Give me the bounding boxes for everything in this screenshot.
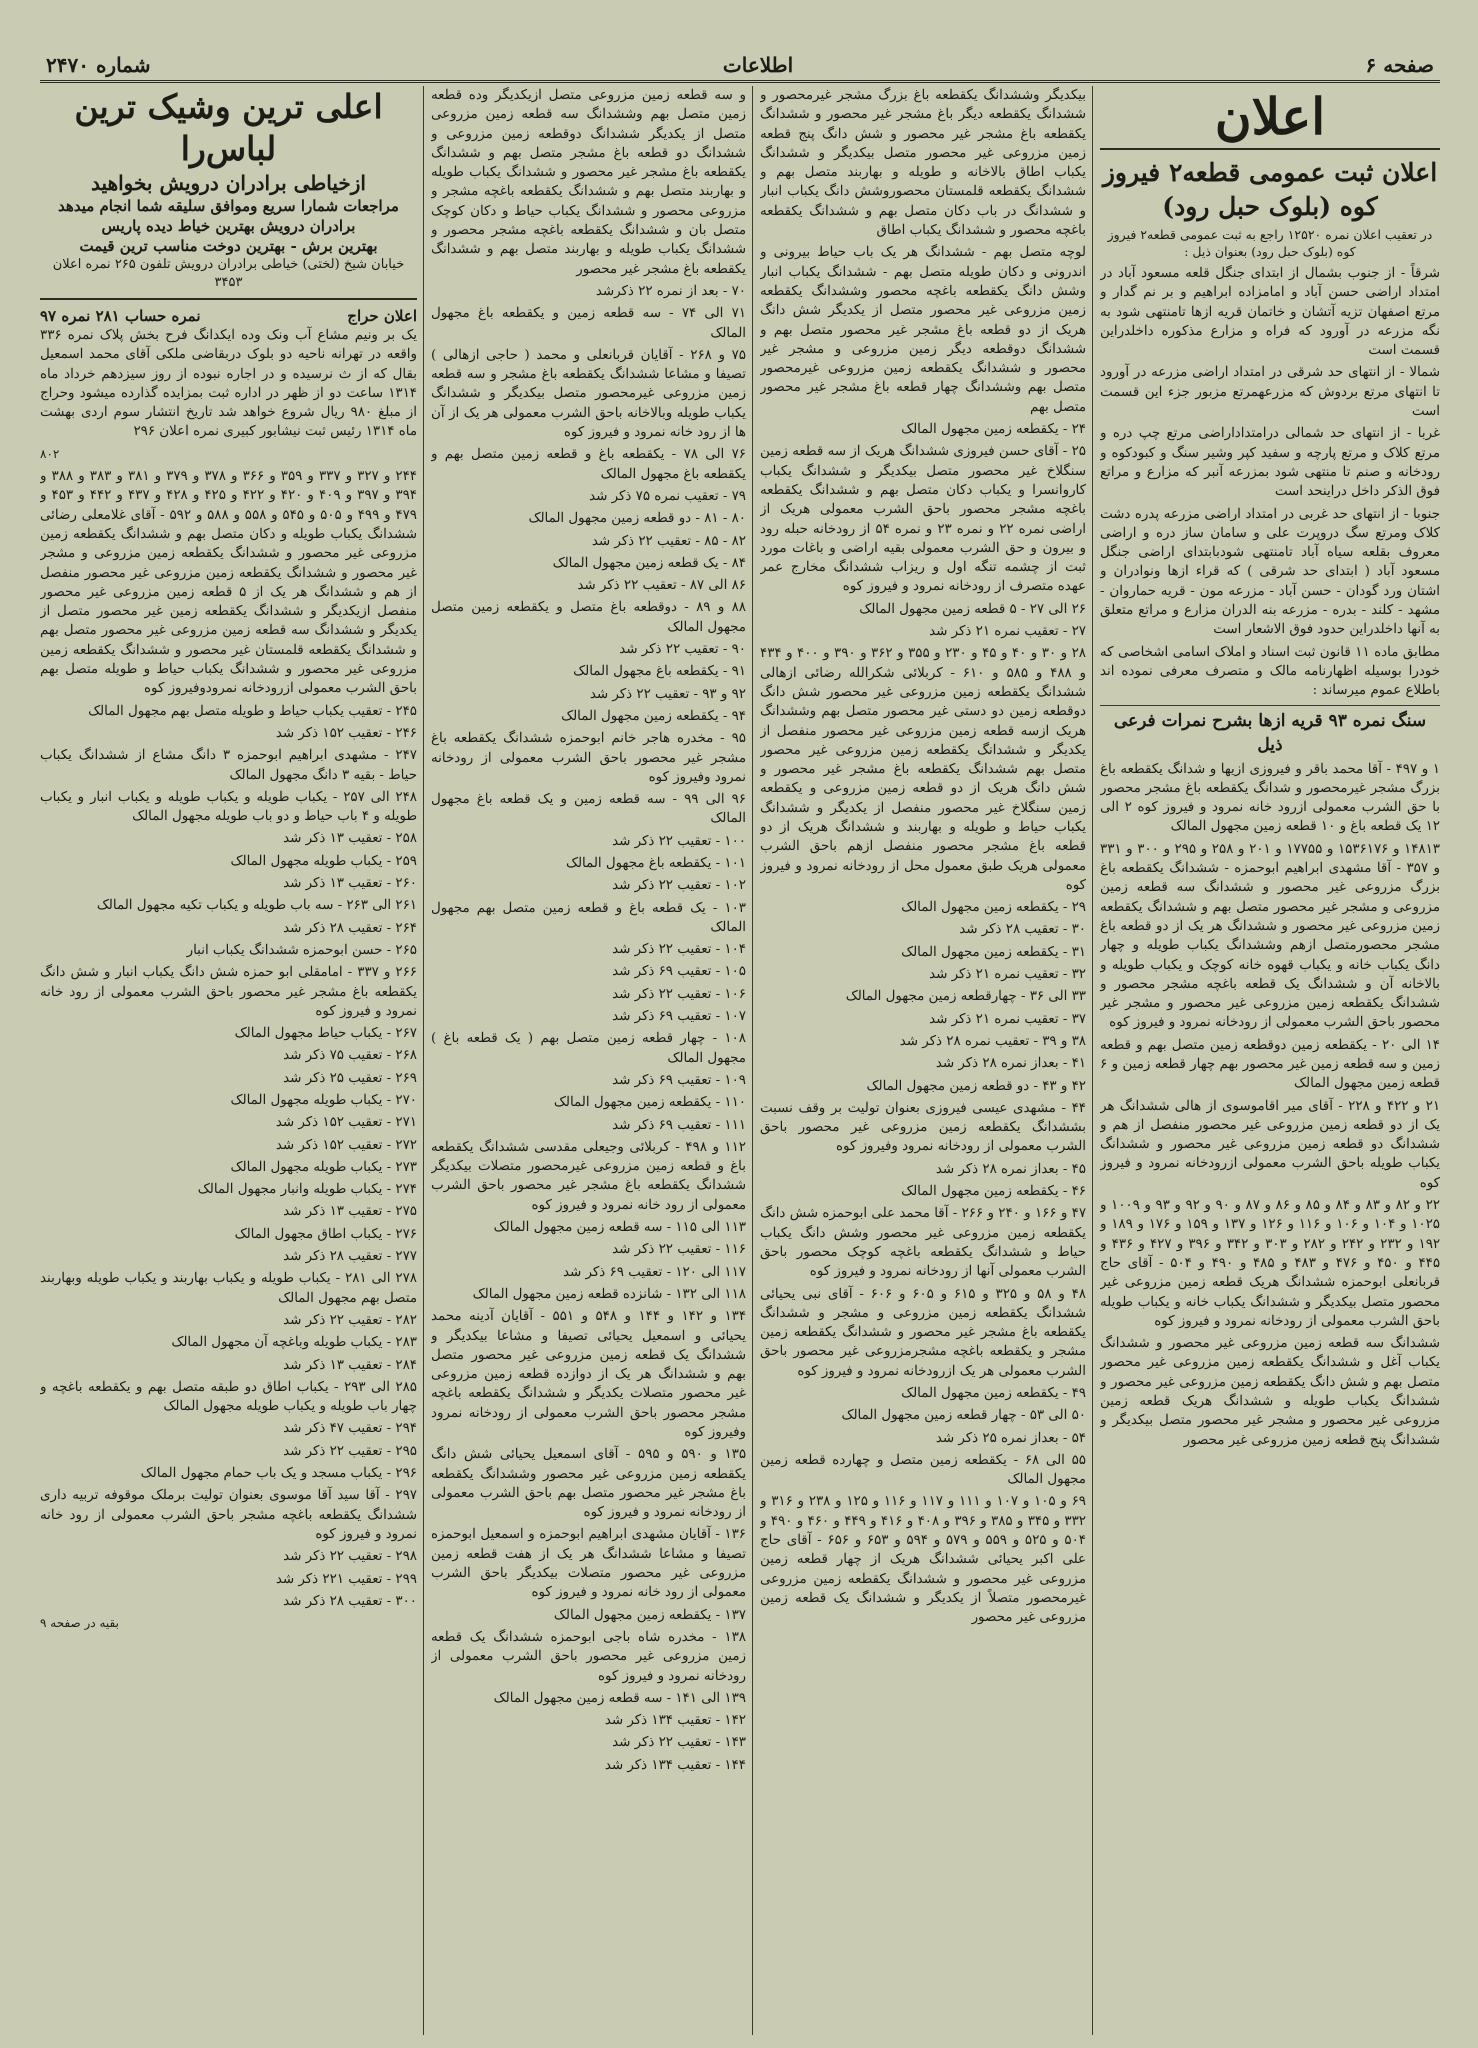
paragraph: ۴۵ - بعداز نمره ۲۸ ذکر شد: [935, 1161, 1086, 1177]
paragraph: ۹۱ - یکقطعه باغ مجهول المالک: [573, 664, 746, 680]
paragraph: ۲۹ - یکقطعه زمین مجهول المالک: [901, 900, 1086, 916]
paragraph: ۲۷۷ - تعقیب ۲۸ ذکر شد: [283, 1249, 417, 1265]
paragraph: ۲۴۶ - تعقیب ۱۵۲ ذکر شد: [275, 725, 417, 741]
auction-title: اعلان حراج: [347, 307, 417, 325]
paragraph: ۳۳ الی ۳۶ - چهارقطعه زمین مجهول المالک: [845, 989, 1086, 1005]
paragraph: ۱ و ۴۹۷ - آقا محمد باقر و فیروزی ازیها و شدانگ یکقطعه باغ بزرگ مشجر غیرمحصور و شدانگ یکقطعه باغ مشجر محصور با حق الشرب معمولی ازرود خانه نمرود و فیروز کوه ۲ الی ۱۲ یک قطعه باغ و ۱۰ قطعه زمین مجهول المالک: [1100, 761, 1440, 835]
paragraph: ۲۷۱ - تعقیب ۱۵۲ ذکر شد: [275, 1115, 417, 1131]
paragraph: ۳۷ - تعقیب نمره ۲۱ ذکر شد: [929, 1011, 1086, 1027]
paragraph: ۱۴۴ - تعقیب ۱۳۴ ذکر شد: [604, 1757, 746, 1773]
paragraph: مطابق ماده ۱۱ قانون ثبت اسناد و املاک اسامی اشخاصی که خودرا بوسیله اظهارنامه مالک و متصرف معرفی نموده اند باطلاع عموم میرساند :: [1100, 644, 1440, 699]
paragraph: ۲۴۸ الی ۲۵۷ - یکباب طویله و یکباب طویله و یکباب انبار و یکباب طویله و ۴ باب حیاط و دو باب طویله مجهول المالک: [40, 789, 417, 825]
continued-note: بقیه در صفحه ۹: [40, 1616, 119, 1631]
paragraph: ۹۰ - تعقیب ۲۲ ذکر شد: [619, 642, 746, 658]
paragraph: ۲۷ - تعقیب نمره ۲۱ ذکر شد: [929, 624, 1086, 640]
paragraph: ۱۳۹ الی ۱۴۱ - سه قطعه زمین مجهول المالک: [493, 1690, 746, 1706]
paragraph: جنوبا - از انتهای حد غربی در امتداد اراضی مزرعه پدره دشت کلاک ومرتع سگ دروپرت علی و سامان ساز دره و اراضی معروف بقلعه سیاه آباد تامنتهی شودبابتدای اراضی جنگل مسعود آباد ( ابتدای حد شرقی ) که قراء ازها ونوادران و اشتان ورد گودان - حسن آباد - مزرعه مون - قریه حماروان - مشهد - کلند - بدره - مزرعه بنه الدران مزارع و مراتع متعلق به آنها داخلدراین حدود فوق الاشعار است: [1100, 506, 1440, 638]
paragraph: ۹۶ الی ۹۹ - سه قطعه زمین و یک قطعه باغ مجهول المالک: [431, 792, 746, 827]
paragraph: ۲۸ و ۳۰ و ۴۰ و ۴۵ و ۲۳۰ و ۳۵۵ و ۳۶۲ و ۳۹۰ و ۴۰۰ و ۴۳۴ و ۴۸۸ و ۵۸۵ و ۶۱۰ - کربلائی شکرالله رضائی ازهالی ششدانگ یکقطعه زمین مزروعی غیر محصور شش دانگ دوقطعه زمین دو دستی غیر محصور متصل بهم وششدانگ هریک ازسه قطعه زمین مزروعی غیر محصور منفصل از یکدیگر و ششدانگ یکقطعه زمین مزروعی غیر محصور متصل بهم ششدانگ یکقطعه باغ مشجر غیر محصور و شش دانگ هریک از دو قطعه زمین مزروعی و یکقطعه زمین سنگلاخ غیر محصور منفصل از یکدیگر و ششدانگ یکباب حیاط و طویله و بهاربند و ششدانگ هریک از دو قطعه باغ مشجر محصور منفصل ازهم باحق الشرب معمولی هریک طبق معمول محل از رودخانه نمرود و فیروز کوه: [760, 646, 1086, 893]
ad-line: مراجعات شمارا سریع وموافق سلیقه شما انجام میدهد: [58, 197, 399, 215]
paragraph: و سه قطعه زمین مزروعی متصل ازیکدیگر وده قطعه زمین متصل بهم وششدانگ سه قطعه زمین مزروعی متصل از یکدیگر ششدانگ دوقطعه زمین مزروعی و ششدانگ دو قطعه باغ مشجر متصل بهم و ششدانگ یکقطعه باغ مشجر غیر محصور و ششدانگ یکباب طویله و بهاربند متصل بهم و ششدانگ یکقطعه باغچه مشجر و مزروعی محصور و ششدانگ یکباب حیاط و دکان کوچک متصل بان و ششدانگ یکقطعه باغچه مشجر محصور و ششدانگ یکباب طویله و بهاربند متصل بهم و ششدانگ یکقطعه باغ مشجر غیر محصور: [431, 88, 746, 277]
paragraph: ۷۵ و ۲۶۸ - آقایان قربانعلی و محمد ( حاجی ازهالی ) تصیفا و مشاعا ششدانگ یکقطعه باغ مشجر و سه قطعه زمین مزروعی غیرمحصور متصل بیکدیگر و ششدانگ یکباب طویله وبالاخانه باحق الشرب معمولی هر یک از آن ها از رود خانه نمرود و فیروز کوه: [431, 347, 746, 441]
paragraph: ۲۹۴ - تعقیب ۴۷ ذکر شد: [283, 1421, 417, 1437]
paragraph: ۲۴۴ و ۳۲۷ و ۳۳۷ و ۳۵۹ و ۳۶۶ و ۳۷۸ و ۳۷۹ و ۳۸۱ و ۳۸۳ و ۳۸۸ و ۳۹۴ و ۳۹۷ و ۴۰۹ و ۴۲۰ و ۴۲۲ و ۴۲۵ و ۴۲۸ و ۴۳۷ و ۴۴۲ و ۴۵۳ و ۴۷۹ و ۴۹۹ و ۵۰۵ و ۵۴۵ و ۵۵۸ و ۵۸۸ و ۵۹۲ - آقای غلامعلی رضائی ششدانگ یکباب طویله و دکان متصل بهم و ششدانگ یکقطعه زمین مزروعی غیر محصور و ششدانگ یکقطعه زمین مزروعی و مشجر غیر محصور و ششدانگ یکقطعه زمین مزروعی غیر محصور منفصل از هم و ششدانگ هر یک از ۵ قطعه زمین مزروعی غیر محصور منفصل ازیکدیگر و ششدانگ یکقطعه زمین غیر محصور متصل از یکدیگر و ششدانگ سه قطعه زمین مزروعی غیر محصور متصل بهم و ششدانگ یکقطعه قلمستان غیر محصور و ششدانگ یکقطعه زمین مزروعی غیر محصور و ششدانگ یکباب حیاط و طویله متصل بهم باحق الشرب معمولی ازرودخانه نمرودوفیروز کوه: [40, 469, 417, 697]
paragraph: ۱۱۶ - تعقیب ۲۲ ذکر شد: [612, 1242, 746, 1258]
paragraph: ۲۵۸ - تعقیب ۱۳ ذکر شد: [283, 831, 417, 847]
paragraph: ۲۶۴ - تعقیب ۲۸ ذکر شد: [283, 920, 417, 936]
column-2: [760, 86, 1086, 2035]
auction-body: یک بر ونیم مشاع آب ونک وده ایکدانگ فرح بخش پلاک نمره ۳۳۶ واقعه در تهرانه ناحیه دو بلوک دربقاضی ملکی آقای محمد اسمعیل بقال که از ث نرسیده و در اجاره نبوده از روز سیزدهم خرداد ماه ۱۳۱۴ ساعت دو از ظهر در اداره ثبت بمزایده گذارده میشود وحراج از مبلغ ۹۸۰ ریال شروع خواهد شد تاریخ انتشار سوم اردی بهشت ماه ۱۳۱۴ رئیس ثبت نیشابور کبیری نمره اعلان ۲۹۶: [40, 328, 417, 440]
paragraph: ۲۵ - آقای حسن فیروزی ششدانگ هریک از سه قطعه زمین سنگلاخ غیر محصور متصل بیکدیگر و ششدانگ یکباب کاروانسرا و یکباب دکان متصل بهم و ششدانگ یکقطعه باغچه مشجر محصور باحق الشرب معمولی هریک از اراضی نمره ۲۲ و نمره ۲۳ و نمره ۵۴ از رودخانه حبله رود و بیرون و حق الشرب معمولی بقیه اراضی و باغات مورد ثبت از چشمه تنگه اول و ریزاب ششدانگ مخارج عمر عهده متصرف از رودخانه نمرود و فیروز کوه: [760, 444, 1086, 595]
ad-subheadline: ازخیاطی برادران درویش بخواهید: [91, 171, 366, 195]
paragraph: ۲۹۸ - تعقیب ۲۲ ذکر شد: [283, 1549, 417, 1565]
paragraph: ۲۵۹ - یکباب طویله مجهول المالک: [230, 853, 417, 869]
paragraph: ۱۴۸۱۳ و ۱۵۳۶۱۷۶ و ۱۷۷۵۵ و ۲۰۱ و ۲۵۸ و ۲۹۵ و ۳۰۰ و ۳۳۱ و ۳۵۷ - آقا مشهدی ابراهیم ابوحمزه - ششدانگ یکقطعه باغ بزرگ مزروعی غیر محصور و ششدانگ سه قطعه زمین مزروعی و مشجر غیر محصور متصل بهم و ششدانگ یکقطعه زمین مزروعی غیر محصور و ششدانگ هر یک از دو قطعه باغ مشجر محصورمتصل ازهم وششدانگ یکباب طویله و چهار دانگ یکباب خانه و یکباب قهوه خانه کوچک و یکباب طویله و بالاخانه آن و ششدانگ یک قطعه باغچه مشجر محصور و ششدانگ یکقطعه زمین مزروعی غیر محصور و مشجر غیر محصور باحق الشرب معمولی از رودخانه نمرود و فیروز کوه: [1100, 841, 1440, 1031]
column-3: [431, 86, 746, 2035]
paragraph: ۲۹۹ - تعقیب ۲۲۱ ذکر شد: [275, 1571, 417, 1587]
paragraph: ۸۶ الی ۸۷ - تعقیب ۲۲ ذکر شد: [577, 578, 746, 594]
paragraph: ۱۰۶ - تعقیب ۲۲ ذکر شد: [612, 986, 746, 1002]
auction-code: ۸۰۲: [40, 446, 60, 461]
registration-heading: اعلان ثبت عمومی قطعه۲ فیروز کوه (بلوک حبل رود): [1102, 158, 1438, 221]
paragraph: ۱۰۲ - تعقیب ۲۲ ذکر شد: [612, 878, 746, 894]
paragraph: ۲۹۷ - آقا سید آقا موسوی بعنوان تولیت برملک موقوفه تربیه داری ششدانگ یکقطعه باغچه مشجر باحق الشرب معمولی از رود خانه نمرود و فیروز کوه: [40, 1488, 417, 1542]
column-divider: [423, 86, 424, 2035]
paragraph: ۲۶۵ - حسن ابوحمزه ششدانگ یکباب انبار: [186, 942, 417, 958]
paragraph: ۲۸۲ - تعقیب ۲۲ ذکر شد: [283, 1312, 417, 1328]
paragraph: ۵۵ الی ۶۸ - یکقطعه زمین متصل و چهارده قطعه زمین مجهول المالک: [760, 1452, 1086, 1488]
paragraph: ۲۶۸ - تعقیب ۷۵ ذکر شد: [283, 1048, 417, 1064]
paragraph: ۴۶ - یکقطعه زمین مجهول المالک: [901, 1184, 1086, 1200]
paragraph: ۳۱ - یکقطعه زمین مجهول المالک: [901, 944, 1086, 960]
ad-address: خیابان شیخ (لختی) خیاطی برادران درویش تلفون ۲۶۵ نمره اعلان ۳۴۵۳: [52, 257, 405, 290]
paragraph: ۱۴ الی ۲۰ - یکقطعه زمین دوقطعه زمین متصل بهم و قطعه زمین و سه قطعه زمین غیر محصور بهم چهار قطعه زمین و ۶ قطعه زمین مجهول المالک: [1100, 1037, 1440, 1092]
paragraph: ۲۲ و ۸۲ و ۸۳ و ۸۴ و ۸۵ و ۸۶ و ۸۷ و ۹۰ و ۹۲ و ۹۳ و ۱۰۰۹ و ۱۰۲۵ و ۱۰۴ و ۱۰۶ و ۱۱۶ و ۱۲۶ و ۱۳۷ و ۱۵۹ و ۱۷۶ و ۱۸۹ و ۱۹۲ و ۲۳۲ و ۲۴۲ و ۲۸۲ و ۳۰۳ و ۳۴۲ و ۳۹۶ و ۴۲۷ و ۴۳۶ و ۴۴۵ و ۴۵۰ و ۴۷۶ و ۴۸۳ و ۴۸۵ و ۴۹۰ و ۵۰۴ - آقای حاج قربانعلی ابوحمزه ششدانگ هریک قطعه زمین مزروعی غیر محصور متصل بیکدیگر و ششدانگ یکباب خانه و یکباب طویله باحق الشرب معمولی از رودخانه نمرود و فیروز کوه: [1100, 1198, 1440, 1329]
paragraph: ۴۷ و ۱۶۶ و ۲۴۰ و ۲۶۶ - آقا محمد علی ابوحمزه شش دانگ یکقطعه زمین مزروعی غیر محصور وشش دانگ یکباب حیاط و ششدانگ یکقطعه باغچه کوچک محصور باحق الشرب معمولی آنها از رودخانه نمرود و فیروز کوه: [760, 1206, 1086, 1280]
registration-subheading: در تعقیب اعلان نمره ۱۲۵۲۰ راجع به ثبت عمومی قطعه۲ فیروز کوه (بلوک حبل رود) بعنوان ذیل :: [1107, 227, 1433, 259]
paragraph: ۱۴۳ - تعقیب ۲۲ ذکر شد: [612, 1735, 746, 1751]
ad-line: بهترین برش - بهترین دوخت مناسب ترین قیمت: [79, 237, 378, 255]
tailor-advertisement: [40, 86, 417, 300]
paragraph: ۸۸ و ۸۹ - دوقطعه باغ متصل و یکقطعه زمین متصل مجهول المالک: [431, 600, 746, 635]
paragraph: ۷۱ الی ۷۴ - سه قطعه زمین و یکقطعه باغ مجهول المالک: [431, 306, 746, 341]
paragraph: ۳۰۰ - تعقیب ۲۸ ذکر شد: [283, 1593, 417, 1609]
newspaper-page: [40, 50, 1440, 2035]
paragraph: ۱۳۶ - آقایان مشهدی ابراهیم ابوحمزه و اسمعیل ابوحمزه تصیفا و مشاعا ششدانگ هر یک از هفت قطعه زمین مزروعی غیر محصور متصلات بیکدیگر باحق الشرب معمولی از رود خانه نمرود و فیروز کوه: [431, 1527, 746, 1601]
paragraph: ۲۸۵ الی ۲۹۳ - یکباب اطاق دو طبقه متصل بهم و یکقطعه باغچه و چهار باب طویله و یکباب طویله مجهول المالک: [40, 1379, 417, 1415]
paragraph: ۴۴ - مشهدی عیسی فیروزی بعنوان تولیت بر وقف نسبت بششدانگ یکقطعه زمین مزروعی غیر محصور باحق الشرب معمولی از رودخانه نمرود وفیروز کوه: [760, 1100, 1086, 1155]
paragraph: ۴۸ و ۵۸ و ۳۲۵ و ۶۱۵ و ۶۰۵ و ۶۰۶ - آقای نبی یحیائی ششدانگ یکقطعه زمین مزروعی و مشجر و ششدانگ یکقطعه باغ مشجر غیر محصور و ششدانگ یکقطعه زمین مشجر و یکقطعه باغچه مشجرمزروعی غیر محصور باحق الشرب معمولی هر یک ازرودخانه نمرود و فیروز کوه: [760, 1286, 1086, 1379]
paragraph: ۲۴ - یکقطعه زمین مجهول المالک: [901, 422, 1086, 438]
paragraph: ۷۰ - بعد از نمره ۲۲ ذکرشد: [595, 283, 746, 299]
page-number: صفحه ۶: [1365, 53, 1434, 77]
paragraph: ۲۸۴ - تعقیب ۱۳ ذکر شد: [283, 1357, 417, 1373]
paragraph: ۲۸۳ - یکباب طویله وباغچه آن مجهول المالک: [171, 1335, 417, 1351]
paragraph: ۱۱۱ - تعقیب ۶۹ ذکر شد: [612, 1117, 746, 1133]
paragraph: ۲۶۷ - یکباب حیاط مجهول المالک: [234, 1026, 417, 1042]
paragraph: ۱۰۹ - تعقیب ۶۹ ذکر شد: [612, 1072, 746, 1088]
paragraph: ۲۶۱ الی ۲۶۳ - سه باب طویله و یکباب تکیه مجهول المالک: [96, 898, 417, 914]
newspaper-name: اطلاعات: [722, 53, 794, 77]
paragraph: ۲۹۵ - تعقیب ۲۲ ذکر شد: [283, 1443, 417, 1459]
column-divider: [752, 86, 753, 2035]
paragraph: ۲۱ و ۴۲۲ و ۲۲۸ - آقای میر اقاموسوی از هالی ششدانگ هر یک از دو قطعه زمین مزروعی غیر محصور منفصل از هم و ششدانگ دو قطعه زمین مزروعی غیر محصور و ششدانگ یکباب طویله باحق الشرب معمولی ازرودخانه نمرود و فیروز کوه: [1100, 1098, 1440, 1191]
paragraph: ۸۴ - یک قطعه زمین مجهول المالک: [552, 555, 746, 571]
paragraph: ۱۰۳ - یک قطعه باغ و قطعه زمین متصل بهم مجهول المالک: [431, 900, 746, 935]
paragraph: غربا - از انتهای حد شمالی درامتداداراضی مرتع چپ دره و مرتع کلاک و مرتع پارچه و سفید کپر وشیر سنگ و کبودکوه و رودخانه و صنم تا منتهی شود بمزرعه آنبر که مزارع و مراتع فوق الذکر داخل دراینحد است: [1100, 426, 1440, 500]
paragraph: ۱۱۳ الی ۱۱۵ - سه قطعه زمین مجهول المالک: [493, 1220, 746, 1236]
paragraph: ۴۱ - بعداز نمره ۲۸ ذکر شد: [935, 1056, 1086, 1072]
paragraph: لوچه متصل بهم - ششدانگ هر یک باب حیاط بیرونی و اندرونی و دکان طویله متصل بهم - ششدانگ یکباب انبار وشش دانگ یکقطعه باغچه محصور وششدانگ یکقطعه زمین مزروعی غیر محصور متصل از یکدیگر شش دانگ هریک از دو قطعه باغ مشجر غیر محصور متصل بهم و ششدانگ دوقطعه دیگر زمین مزروعی و مشجر غیر محصور و ششدانگ یکقطعه زمین مزروعی غیرمحصور متصل بهم وششدانگ چهار قطعه باغ مشجر غیر محصور متصل بهم: [760, 245, 1086, 415]
paragraph: ششدانگ سه قطعه زمین مزروعی غیر محصور و ششدانگ یکباب آغل و ششدانگ یکقطعه زمین مزروعی غیر محصور متصل بهم و شش دانگ یکقطعه زمین مزروعی غیر محصور و ششدانگ یکباب طویله و ششدانگ هریک قطعه زمین مزروعی غیر محصور و مشجر غیر محصور متصل بیکدیگر و ششدانگ پنج قطعه زمین مزروعی غیر محصور: [1100, 1336, 1440, 1448]
paragraph: ۱۳۵ و ۵۹۰ و ۵۹۵ - آقای اسمعیل یحیائی شش دانگ یکقطعه زمین مزروعی غیر محصور وششدانگ یکقطعه باغ مشجر غیر محصور متصل بهم باحق الشرب معمولی از رودخانه نمرود و فیروز کوه: [431, 1447, 746, 1521]
paragraph: ۱۱۸ الی ۱۳۲ - شانزده قطعه زمین مجهول المالک: [472, 1286, 746, 1302]
paragraph: ۵۰ الی ۵۳ - چهار قطعه زمین مجهول المالک: [841, 1408, 1086, 1424]
paragraph: ۱۳۷ - یکقطعه زمین مجهول المالک: [553, 1607, 746, 1623]
paragraph: ۲۷۰ - یکباب طویله مجهول المالک: [230, 1092, 417, 1108]
paragraph: ۱۰۷ - تعقیب ۶۹ ذکر شد: [612, 1009, 746, 1025]
paragraph: ۱۰۰ - تعقیب ۲۲ ذکر شد: [612, 833, 746, 849]
paragraph: ۱۰۵ - تعقیب ۶۹ ذکر شد: [612, 964, 746, 980]
paragraph: ۳۰ - تعقیب ۲۸ ذکر شد: [959, 922, 1086, 938]
paragraph: ۲۶۹ - تعقیب ۲۵ ذکر شد: [283, 1070, 417, 1086]
paragraph: ۲۷۸ الی ۲۸۱ - یکباب طویله و یکباب بهاربند و یکباب طویله وبهاربند متصل بهم مجهول المالک: [40, 1271, 417, 1306]
paragraph: ۵۴ - بعداز نمره ۲۵ ذکر شد: [935, 1430, 1086, 1446]
paragraph: ۸۰ - ۸۱ - دو قطعه زمین مجهول المالک: [528, 511, 746, 527]
paragraph: ۳۲ - تعقیب نمره ۲۱ ذکر شد: [929, 967, 1086, 983]
paragraph: ۲۷۶ - یکباب اطاق مجهول المالک: [234, 1226, 417, 1242]
paragraph: ۹۲ و ۹۳ - تعقیب ۲۲ ذکر شد: [589, 686, 746, 702]
paragraph: ۷۹ - تعقیب نمره ۷۵ ذکر شد: [589, 488, 746, 504]
paragraph: ۱۱۰ - یکقطعه زمین مجهول المالک: [553, 1095, 746, 1111]
paragraph: ۱۰۱ - یکقطعه باغ مجهول المالک: [565, 855, 746, 871]
paragraph: ۲۷۴ - یکباب طویله وانبار مجهول المالک: [197, 1182, 417, 1198]
paragraph: ۸۲ - ۸۵ - تعقیب ۲۲ ذکر شد: [591, 533, 746, 549]
paragraph: ۹۴ - یکقطعه زمین مجهول المالک: [561, 708, 746, 724]
ad-line: برادران درویش بهترین خیاط دیده پاریس: [101, 217, 356, 235]
paragraph: ۱۳۴ و ۱۴۲ و ۱۴۴ و ۵۴۸ و ۵۵۱ - آقایان آدینه محمد یحیائی و اسمعیل یحیائی تصیفا و مشاعا بیکدیگر و ششدانگ یک قطعه زمین مزروعی غیر محصور متصل بهم و ششدانگ هر یک از دوازده قطعه زمین مزروعی غیر محصور متصلات یکدیگر و ششدانگ یکقطعه باغچه مشجر محصور باحق الشرب معمولی از رودخانه نمرود وفیروز کوه: [431, 1309, 746, 1440]
paragraph: شرقاً - از جنوب بشمال از ابتدای جنگل قلعه مسعود آباد در امتداد اراضی حسن آباد و امامزاده ابراهیم و بر نم گدار و مرتع اصفهان تزیه آتشان و خاتمان قریه ازها تامنتهی شود به نگه مزرعه در آورود که فراه و مزارع مذکوره داخلدراین قسمت است: [1100, 266, 1440, 359]
paragraph: ۳۸ و ۳۹ - تعقیب نمره ۲۸ ذکر شد: [899, 1033, 1086, 1049]
paragraph: ۲۶۰ - تعقیب ۱۳ ذکر شد: [283, 876, 417, 892]
paragraph: ۲۷۲ - تعقیب ۱۵۲ ذکر شد: [275, 1137, 417, 1153]
paragraph: ۶۹ و ۱۰۵ و ۱۰۷ و ۱۱۱ و ۱۱۷ و ۱۱۶ و ۱۲۵ و ۲۳۸ و ۳۱۶ و ۳۳۲ و ۳۴۵ و ۳۸۵ و ۳۹۶ و ۴۰۸ و ۴۱۶ و ۴۴۹ و ۴۶۰ و ۴۹۰ و ۵۰۴ و ۵۲۵ و ۵۵۹ و ۵۷۹ و ۵۹۴ و ۶۵۳ و ۶۵۶ - آقای حاج علی اکبر یحیائی ششدانگ هریک از چهار قطعه زمین مزروعی غیر محصور و ششدانگ یکقطعه زمین مزروعی غیرمحصور متصلاً از یکدیگر و ششدانگ یک قطعه زمین مزروعی غیر محصور: [760, 1494, 1086, 1626]
paragraph: ۱۱۲ و ۴۹۸ - کربلائی وجیعلی مقدسی ششدانگ یکقطعه باغ و قطعه زمین مزروعی غیرمحصور متصلات بیکدیگر ششدانگ یکقطعه باغ مشجر غیر محصور باحق الشرب معمولی از رود خانه نمرود و فیروز کوه: [431, 1139, 746, 1213]
paragraph: ۴۲ و ۴۳ - دو قطعه زمین مجهول المالک: [866, 1078, 1086, 1094]
paragraph: ۲۹۶ - یکباب مسجد و یک باب حمام مجهول المالک: [140, 1466, 417, 1482]
paragraph: ۴۹ - یکقطعه زمین مجهول المالک: [901, 1386, 1086, 1401]
issue-number: شماره ۲۴۷۰: [46, 53, 151, 77]
auction-number: نمره حساب ۲۸۱ نمره ۹۷: [40, 307, 201, 325]
paragraph: ۲۴۷ - مشهدی ابراهیم ابوحمزه ۳ دانگ مشاع از ششدانگ یکباب حیاط - بقیه ۳ دانگ مجهول المالک: [40, 748, 417, 783]
auction-notice-header: [40, 306, 417, 326]
paragraph: ۲۶ الی ۲۷ - ۵ قطعه زمین مجهول المالک: [859, 601, 1086, 617]
announcement-title: اعلان: [1100, 86, 1440, 150]
paragraph: ۲۷۳ - یکباب طویله مجهول المالک: [230, 1159, 417, 1175]
column-1: [1100, 86, 1440, 2035]
paragraph: ۲۴۵ - تعقیب یکباب حیاط و طویله متصل بهم مجهول المالک: [88, 703, 417, 719]
paragraph: ۷۶ الی ۷۸ - یکقطعه باغ و قطعه زمین متصل بهم و یکقطعه باغ مجهول المالک: [431, 447, 746, 482]
paragraph: ۹۵ - مخدره هاجر خانم ابوحمزه ششدانگ یکقطعه باغ مشجر غیر محصور باحق الشرب معمولی از رودخانه نمرود وفیروز کوه: [431, 731, 746, 785]
paragraph: ۲۷۵ - تعقیب ۱۳ ذکر شد: [283, 1204, 417, 1220]
paragraph: شمالا - از انتهای حد شرقی در امتداد اراضی مزرعه در آورود تا انتهای مرتع بردوش که مزرعهمرتع مزبور جزء این قسمت است: [1100, 365, 1440, 420]
section-title: سنگ نمره ۹۳ قریه ازها بشرح نمرات فرعی ذیل: [1100, 705, 1440, 757]
paragraph: ۱۴۲ - تعقیب ۱۳۴ ذکر شد: [604, 1713, 746, 1729]
column-divider: [1092, 86, 1093, 2035]
column-4: [40, 86, 417, 2035]
ad-headline: اعلی ترین وشیک ترین لباس‌را: [74, 87, 383, 168]
paragraph: ۱۰۴ - تعقیب ۲۲ ذکر شد: [612, 942, 746, 958]
paragraph: ۱۳۸ - مخدره شاه باجی ابوحمزه ششدانگ یک قطعه زمین مزروعی غیر محصور باحق الشرب معمولی از رودخانه نمرود و فیروز کوه: [431, 1629, 746, 1684]
paragraph: ۱۰۸ - چهار قطعه زمین متصل بهم ( یک قطعه باغ ) مجهول المالک: [431, 1031, 746, 1066]
paragraph: ۲۶۶ و ۳۳۷ - امامقلی ابو حمزه شش دانگ یکباب انبار و شش دانگ یکقطعه باغ مشجر غیر محصور باحق الشرب معمولی از رود خانه نمرود و فیروز کوه: [40, 965, 417, 1019]
page-header: [40, 50, 1440, 83]
paragraph: بیکدیگر وششدانگ یکقطعه باغ بزرگ مشجر غیرمحصور و ششدانگ یکقطعه دیگر باغ مشجر غیر محصور و ششدانگ یکقطعه باغ مشجر غیر محصور و شش دانگ پنج قطعه زمین مزروعی غیر محصور متصل بیکدیگر و ششدانگ یکباب اطاق بالاخانه و طویله و بهاربند متصل بهم و ششدانگ یکقطعه قلمستان محصوروشش دانگ یکباب انبار و ششدانگ در باب دکان متصل بهم و ششدانگ یکقطعه باغچه محصور و ششدانگ یکباب اطاق: [760, 88, 1086, 239]
paragraph: ۱۱۷ الی ۱۲۰ - تعقیب ۶۹ ذکر شد: [563, 1264, 746, 1280]
